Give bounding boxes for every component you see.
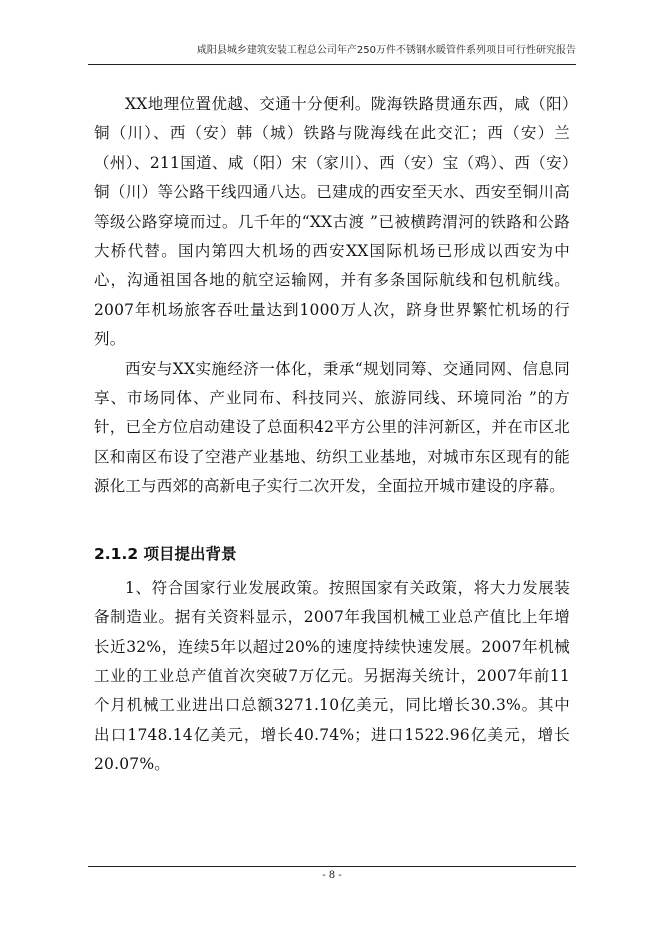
document-body — [94, 90, 570, 780]
page-footer — [88, 866, 576, 885]
page-number: - 8 - — [322, 870, 342, 881]
header-title: 咸阳县城乡建筑安装工程总公司年产250万件不锈钢水暖管件系列项目可行性研究报告 — [196, 45, 576, 56]
page-header — [88, 44, 576, 65]
body-paragraph-policy: 1、符合国家行业发展政策。按照国家有关政策，将大力发展装备制造业。据有关资料显示，2007年我国机械工业总产值比上年增长近32%，连续5年以超过20%的速度持续快速发展。2007年机械工业的工业总产值首次突破7万亿元。另据海关统计，2007年前11个月机械工业进出口总额3271.10亿美元，同比增长30.3%。其中出口1748.14亿美元，增长40.74%；进口1522.96亿美元，增长20.07%。 — [94, 578, 570, 774]
body-paragraph-integration: 西安与XX实施经济一体化，秉承“规划同筹、交通同网、信息同享、市场同体、产业同布、科技同兴、旅游同线、环境同治 ”的方针，已全方位启动建设了总面积42平方公里的沣河新区，并在市区北区和南区布设了空港产业基地、纺织工业基地，对城市东区现有的能源化工与西郊的高新电子实行二次开发，全面拉开城市建设的序幕。 — [94, 359, 570, 496]
section-heading: 2.1.2 项目提出背景 — [94, 544, 237, 563]
body-paragraph-location: XX地理位置优越、交通十分便利。陇海铁路贯通东西，咸（阳）铜（川）、西（安）韩（城）铁路与陇海线在此交汇；西（安）兰（州）、211国道、咸（阳）宋（家川）、西（安）宝（鸡）、西（安）铜（川）等公路干线四通八达。已建成的西安至天水、西安至铜川高等级公路穿境而过。几千年的“XX古渡 ”已被横跨渭河的铁路和公路大桥代替。国内第四大机场的西安XX国际机场已形成以西安为中心，沟通祖国各地的航空运输网，并有多条国际航线和包机航线。2007年机场旅客吞吐量达到1000万人次，跻身世界繁忙机场的行列。 — [94, 95, 570, 349]
